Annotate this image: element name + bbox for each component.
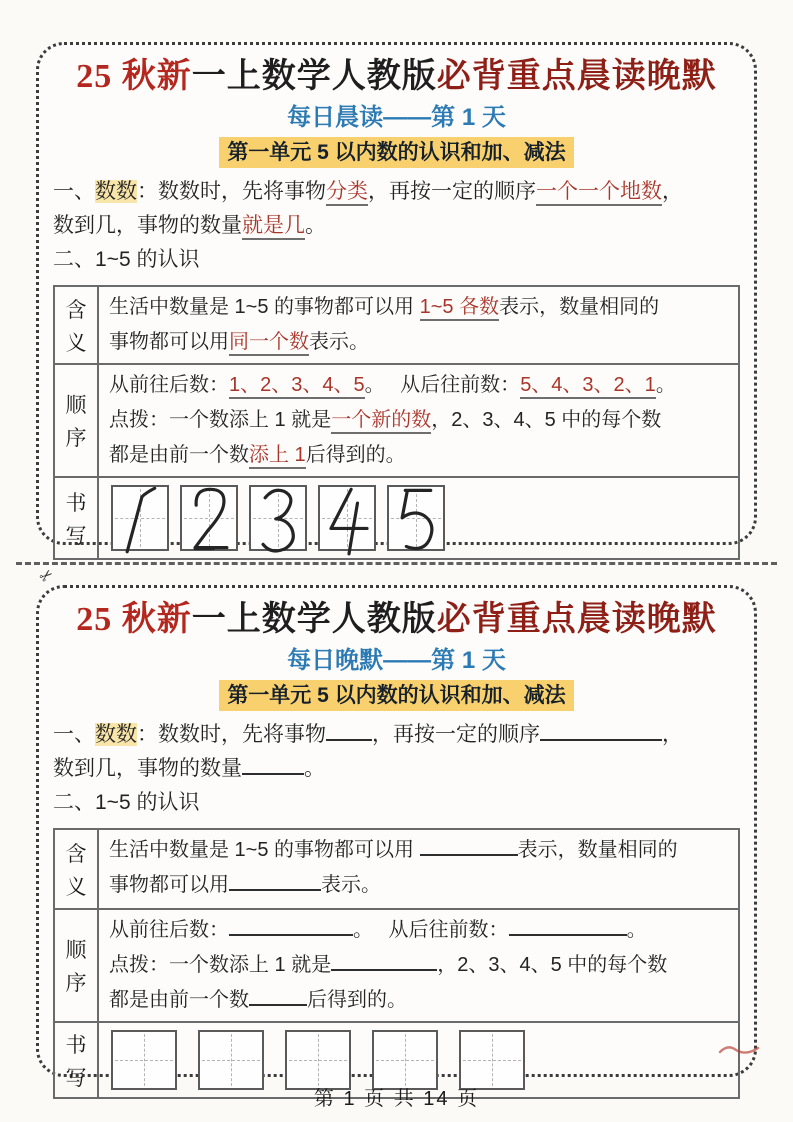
fill-in-blank	[229, 917, 353, 936]
row-label-char: 写	[65, 524, 87, 548]
row-label	[55, 478, 99, 558]
writing-grid-box	[285, 1030, 351, 1090]
text-line	[53, 786, 740, 820]
text-segment: 二、1~5 的认识	[53, 248, 200, 271]
title-part-red: 25 秋新	[76, 601, 192, 638]
text-line	[109, 290, 728, 325]
page-footer: 第 1 页 共 14 页	[313, 1088, 480, 1110]
row-content	[99, 365, 738, 476]
dashed-cut-line	[16, 562, 777, 565]
title-part-maroon: 必背重点晨读晚默	[436, 58, 717, 95]
row-label-char: 含	[65, 842, 87, 866]
page-title	[53, 55, 740, 99]
row-label-char: 顺	[65, 394, 87, 417]
grid-guide-vertical	[144, 1034, 145, 1086]
text-segment: 生活中数量是 1~5 的事物都可以用	[109, 296, 420, 318]
title-part-dark: 一上数学人教版	[191, 601, 437, 638]
grid-guide-vertical	[492, 1034, 493, 1086]
row-label	[55, 830, 99, 908]
text-segment: 。	[305, 214, 326, 237]
text-segment: 二、1~5 的认识	[53, 791, 200, 814]
keyword-red: 一个一个地数	[536, 180, 662, 206]
row-label-char: 序	[65, 972, 87, 995]
text-segment: 后得到的。	[305, 444, 406, 466]
unit-title-row	[53, 137, 740, 168]
table-row-meaning	[55, 287, 738, 365]
writing-practice-boxes	[99, 478, 738, 558]
page-title	[53, 598, 740, 642]
text-line	[109, 368, 728, 403]
writing-grid-box	[111, 485, 169, 551]
text-line	[109, 913, 728, 948]
text-segment: ，	[662, 723, 683, 746]
text-line	[109, 948, 728, 983]
row-label	[55, 910, 99, 1021]
text-segment: 事物都可以用	[109, 874, 229, 896]
title-part-maroon: 必背重点晨读晚默	[436, 601, 717, 638]
study-table	[53, 828, 740, 1099]
text-segment: 事物都可以用	[109, 331, 229, 353]
highlighted-term: 数数	[95, 180, 137, 203]
text-line	[109, 403, 728, 438]
unit-title-banner: 第一单元 5 以内数的认识和加、减法	[219, 137, 573, 168]
row-label-char: 写	[65, 1066, 87, 1090]
keyword-red: 1、2、3、4、5	[229, 374, 365, 399]
keyword-red: 同一个数	[229, 331, 309, 356]
text-segment: 。 从后往前数：	[364, 374, 521, 396]
keyword-red: 1~5 各数	[420, 296, 499, 321]
row-label-char: 书	[65, 491, 87, 515]
title-part-red: 25 秋新	[76, 58, 192, 95]
highlighted-term: 数数	[95, 723, 137, 746]
body-text	[53, 175, 740, 277]
text-segment: 从前往后数：	[109, 919, 229, 941]
text-segment: 。	[304, 757, 325, 780]
text-segment: 从前往后数：	[109, 374, 229, 396]
table-row-writing	[55, 478, 738, 558]
unit-title-row	[53, 680, 740, 711]
text-segment: 一、	[53, 723, 95, 746]
row-label-char: 义	[65, 875, 87, 899]
row-label-char: 义	[65, 331, 87, 355]
text-line	[109, 438, 728, 473]
keyword-red: 一个新的数	[331, 409, 431, 434]
text-segment: 都是由前一个数	[109, 989, 249, 1011]
text-line	[53, 718, 740, 752]
fill-in-blank	[249, 987, 307, 1006]
row-label	[55, 365, 99, 476]
text-segment: ：数数时，先将事物	[137, 723, 326, 746]
red-corner-mark	[718, 1040, 762, 1056]
row-content	[99, 910, 738, 1021]
text-segment: 一、	[53, 180, 95, 203]
text-segment: 表示。	[309, 331, 369, 353]
text-segment: 表示。	[321, 874, 381, 896]
fill-in-blank	[229, 872, 321, 891]
morning-reading-panel	[36, 42, 757, 548]
text-segment: ：数数时，先将事物	[137, 180, 326, 203]
fill-in-blank	[540, 721, 662, 741]
text-line	[109, 983, 728, 1018]
text-line	[109, 833, 728, 868]
writing-grid-box	[198, 1030, 264, 1090]
fill-in-blank	[326, 721, 372, 741]
text-segment: 都是由前一个数	[109, 444, 249, 466]
text-line	[109, 325, 728, 360]
title-part-dark: 一上数学人教版	[191, 58, 437, 95]
text-segment: 。	[626, 919, 647, 941]
study-table	[53, 285, 740, 560]
keyword-red: 添上 1	[249, 444, 306, 469]
writing-grid-box	[459, 1030, 525, 1090]
grid-guide-vertical	[231, 1034, 232, 1086]
text-segment: 。	[655, 374, 676, 396]
writing-grid-box	[249, 485, 307, 551]
handwritten-digit-3	[249, 484, 311, 556]
fill-in-blank	[509, 917, 627, 936]
fill-in-blank	[420, 837, 518, 856]
text-segment: ，2、3、4、5 中的每个数	[431, 409, 662, 431]
text-segment: ，	[662, 180, 683, 203]
day-subtitle: 每日晨读——第 1 天	[287, 104, 506, 131]
text-segment: 数到几，事物的数量	[53, 214, 242, 237]
keyword-red: 5、4、3、2、1	[520, 374, 656, 399]
grid-guide-vertical	[318, 1034, 319, 1086]
fill-in-blank	[242, 755, 304, 775]
text-segment: 表示，数量相同的	[499, 296, 660, 318]
scissors-icon: ✂	[36, 565, 58, 588]
row-content	[99, 287, 738, 363]
row-label-char: 顺	[65, 939, 87, 962]
text-line	[53, 752, 740, 786]
text-segment: 点拨：一个数添上 1 就是	[109, 409, 332, 431]
handwritten-digit-4	[318, 484, 380, 556]
row-label-char: 序	[65, 427, 87, 450]
writing-grid-box	[318, 485, 376, 551]
keyword-red: 就是几	[242, 214, 305, 240]
text-segment: 后得到的。	[307, 989, 407, 1011]
text-segment: 。 从后往前数：	[353, 919, 509, 941]
text-line	[53, 175, 740, 209]
text-segment: 表示，数量相同的	[517, 839, 678, 861]
keyword-red: 分类	[326, 180, 368, 206]
text-line	[109, 868, 728, 903]
unit-title-banner: 第一单元 5 以内数的认识和加、减法	[219, 680, 573, 711]
row-label-char: 含	[65, 298, 87, 322]
text-segment: ，再按一定的顺序	[372, 723, 540, 746]
day-subtitle: 每日晚默——第 1 天	[287, 647, 506, 674]
writing-grid-box	[111, 1030, 177, 1090]
row-label-char: 书	[65, 1033, 87, 1057]
row-label	[55, 287, 99, 363]
body-text	[53, 718, 740, 820]
table-row-order	[55, 365, 738, 478]
handwritten-digit-2	[180, 484, 242, 556]
writing-grid-box	[180, 485, 238, 551]
text-segment: ，2、3、4、5 中的每个数	[437, 954, 668, 976]
evening-recitation-panel	[36, 585, 757, 1090]
text-segment: ，再按一定的顺序	[368, 180, 536, 203]
writing-grid-box	[372, 1030, 438, 1090]
text-segment: 点拨：一个数添上 1 就是	[109, 954, 332, 976]
writing-grid-box	[387, 485, 445, 551]
text-line	[53, 209, 740, 243]
grid-guide-vertical	[405, 1034, 406, 1086]
row-content	[99, 830, 738, 908]
handwritten-digit-5	[387, 484, 449, 556]
table-row-order	[55, 910, 738, 1023]
text-segment: 生活中数量是 1~5 的事物都可以用	[109, 839, 420, 861]
fill-in-blank	[331, 952, 437, 971]
text-segment: 数到几，事物的数量	[53, 757, 242, 780]
handwritten-digit-1	[111, 484, 173, 556]
text-line	[53, 243, 740, 277]
table-row-meaning	[55, 830, 738, 910]
